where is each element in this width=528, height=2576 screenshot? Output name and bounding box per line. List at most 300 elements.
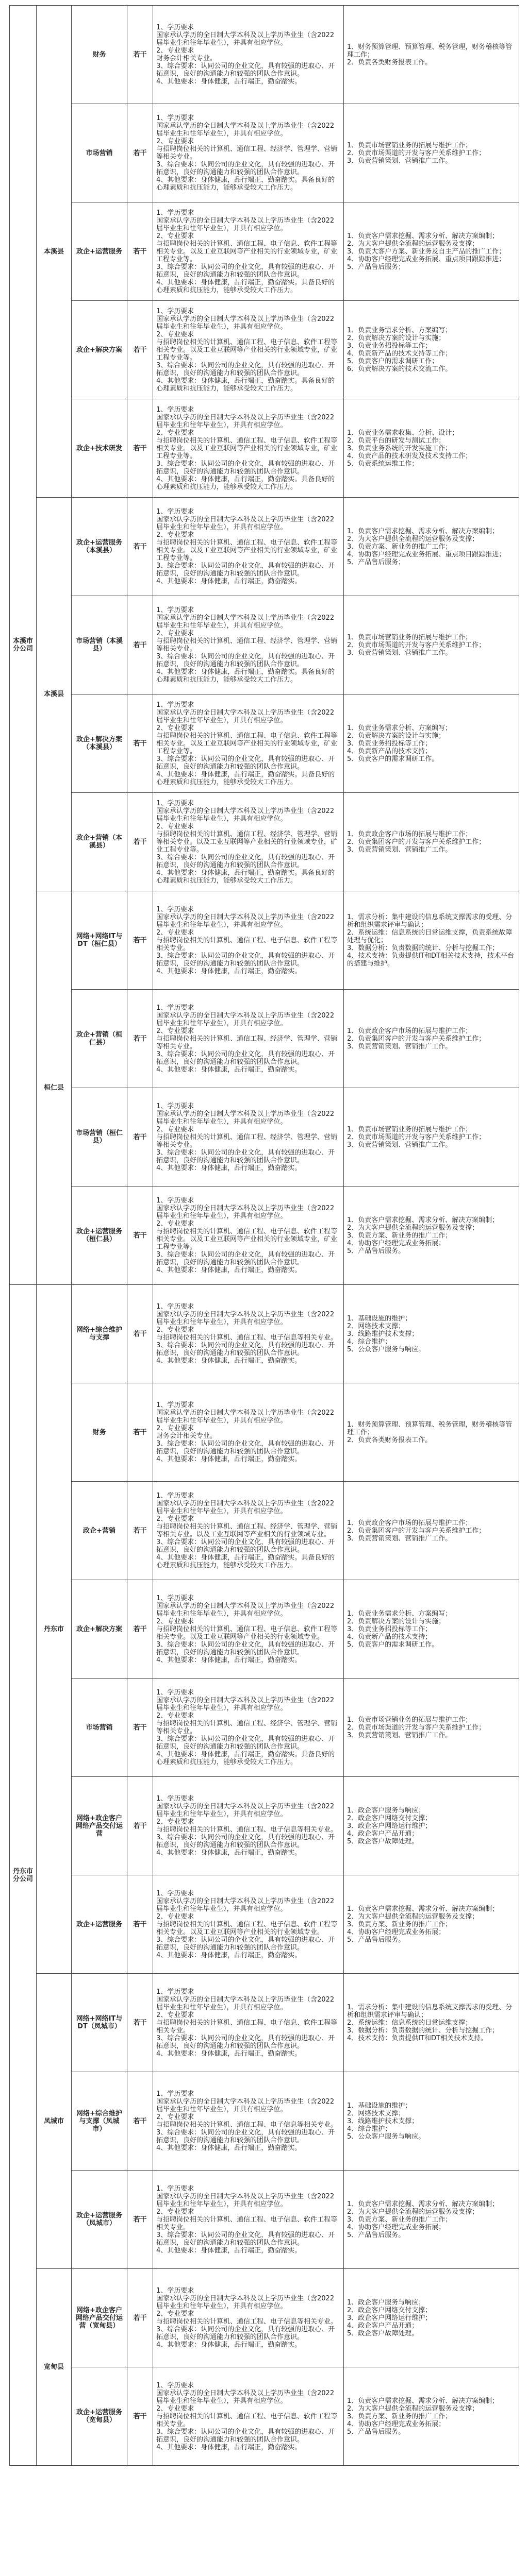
requirement-line: 国家承认学历的全日制大学本科及以上学历毕业生（含2022届毕业生和往年毕业生），并具有相应学位。	[156, 708, 335, 724]
requirement-line: 2、专业要求	[156, 1326, 194, 1334]
requirement-line: 与招聘岗位相关的计算机、通信工程、电子信息、软件工程等相关专业。以及工业互联网等产业相关的行业领域专业，矿业工程专业等。	[156, 539, 338, 562]
duty-line: 3、负责方案、新业务的推广工作；	[347, 2412, 452, 2420]
requirement-line: 国家承认学历的全日制大学本科及以上学历毕业生（含2022届毕业生和往年毕业生），并具有相应学位。	[156, 1409, 335, 1425]
duty-line: 1、政企客户服务与响应；	[347, 1806, 425, 1815]
duty-line: 4、协助客户经理完成业务拓展；	[347, 1928, 446, 1936]
headcount: 若干	[127, 399, 153, 498]
requirement-line: 2、专业要求	[156, 1515, 194, 1523]
duties-cell	[344, 596, 519, 694]
requirement-line: 1、学历要求	[156, 1795, 194, 1803]
requirement-line: 4、其他要求：身体健康，品行端正，勤奋踏实。具备良好的心理素质和抗压能力，能够承受较大工作压力。	[156, 869, 335, 885]
table-row	[10, 1974, 519, 2072]
position-name: 政企+运营服务	[72, 202, 127, 301]
requirement-line: 2、专业要求	[156, 1027, 194, 1035]
duty-line: 1、负责政企客户市场的拓展与维护工作；	[347, 830, 472, 838]
table-row	[10, 498, 519, 596]
duty-line: 2、负责平台的研发与测试工作；	[347, 436, 446, 445]
requirement-line: 4、其他要求：身体健康，品行端正，勤奋踏实。具备良好的心理素质和抗压能力，能够承受较大工作压力。	[156, 770, 335, 786]
position-name: 政企+运营服务（凤城市）	[72, 2171, 127, 2269]
duty-line: 4、协助客户经理完成业务拓展；	[347, 2223, 446, 2231]
duty-line: 2、负责各类财务报表工作。	[347, 1436, 432, 1444]
requirement-line: 与招聘岗位相关的计算机、通信工程、电子信息、软件工程等相关专业。	[156, 2412, 338, 2428]
requirement-line: 国家承认学历的全日制大学本科及以上学历毕业生（含2022届毕业生和往年毕业生），并具有相应学位。	[156, 1011, 335, 1027]
requirement-line: 与招聘岗位相关的计算机、通信工程、电子信息等相关专业。	[156, 2318, 338, 2326]
duty-line: 1、负责客户需求挖掘、需求分析、解决方案编制；	[347, 232, 499, 240]
table-row	[10, 6, 519, 104]
requirements-cell	[153, 1777, 344, 1875]
table-row	[10, 891, 519, 990]
requirement-line: 1、学历要求	[156, 1889, 194, 1897]
duty-line: 2、为大客户提供全流程的运营服务及支撑；	[347, 535, 479, 543]
headcount: 若干	[127, 202, 153, 301]
requirement-line: 1、学历要求	[156, 405, 194, 414]
duty-line: 4、协助客户经理完成业务拓展；	[347, 2420, 446, 2428]
requirement-line: 4、其他要求：身体健康，品行端正，勤奋踏实。	[156, 1951, 302, 1959]
headcount: 若干	[127, 793, 153, 891]
requirement-line: 国家承认学历的全日制大学本科及以上学历毕业生（含2022届毕业生和往年毕业生），并具有相应学位。	[156, 2295, 335, 2310]
duty-line: 5、产品售后服务。	[347, 1936, 405, 1944]
requirement-line: 2、专业要求	[156, 138, 194, 145]
headcount: 若干	[127, 2367, 153, 2466]
table-row	[10, 2072, 519, 2171]
requirement-line: 2、专业要求	[156, 822, 194, 831]
duty-line: 4、综合维护；	[347, 2125, 392, 2133]
requirement-line: 与招聘岗位相关的计算机、通信工程、经济学、管理学、营销等相关专业。	[156, 1133, 338, 1149]
duty-line: 3、负责方案、新业务的推广工作；	[347, 1231, 452, 1240]
requirement-line: 1、学历要求	[156, 2184, 194, 2193]
duty-line: 1、负责市场营销业务的拓展与维护工作；	[347, 141, 472, 149]
duty-line: 2、为大客户提供全流程的运营服务及支撑；	[347, 240, 479, 248]
duty-line: 2、负责解决方案的设计与实施；	[347, 732, 446, 740]
duty-line: 2、政企客户网络交付支撑；	[347, 2306, 432, 2314]
requirement-line: 3、综合要求：认同公司的企业文化，具有较强的进取心、开拓意识，良好的沟通能力和较强的团队合作意识。	[156, 1735, 335, 1751]
headcount: 若干	[127, 2269, 153, 2367]
duty-line: 3、负责方案、新业务的推广工作；	[347, 2215, 452, 2224]
duties-cell	[344, 6, 519, 104]
requirement-line: 2、专业要求	[156, 2208, 194, 2216]
table-row	[10, 301, 519, 399]
requirement-line: 2、专业要求	[156, 1125, 194, 1133]
table-row	[10, 1777, 519, 1875]
table-row	[10, 1679, 519, 1777]
duty-line: 2、负责市场渠道的开发与客户关系维护工作；	[347, 1723, 486, 1732]
requirements-cell	[153, 694, 344, 793]
requirements-cell	[153, 2367, 344, 2466]
duty-line: 1、负责市场营销业务的拓展与维护工作；	[347, 1125, 472, 1133]
duty-line: 3、负责营销策划、营销推广工作。	[347, 1731, 452, 1739]
position-name: 网络+网络IT与DT（凤城市）	[72, 1974, 127, 2072]
duty-line: 3、政企客户网络运行维护；	[347, 2314, 432, 2322]
headcount: 若干	[127, 990, 153, 1088]
requirement-line: 1、学历要求	[156, 1594, 194, 1602]
duty-line: 2、为大客户提供全流程的运营服务及支撑；	[347, 2208, 479, 2216]
duty-line: 3、负责营销策划、营销推广工作。	[347, 1042, 452, 1050]
requirement-line: 4、其他要求：身体健康，品行端正，勤奋踏实。	[156, 78, 302, 86]
position-name: 政企+运营服务	[72, 1875, 127, 1974]
duty-line: 4、技术支持：负责提供IT和DT相关技术支持。	[347, 2034, 487, 2042]
requirements-cell	[153, 202, 344, 301]
requirement-line: 与招聘岗位相关的计算机、通信工程、电子信息、软件工程等相关专业。以及工业互联网等产业相关的行业领域专业。	[156, 1625, 338, 1641]
duty-line: 1、负责政企客户市场的拓展与维护工作；	[347, 1519, 472, 1527]
requirement-line: 1、学历要求	[156, 2287, 194, 2295]
requirement-line: 3、综合要求：认同公司的企业文化，具有较强的进取心、开拓意识，良好的沟通能力和较强的团队合作意识。	[156, 2034, 335, 2050]
requirement-line: 2、专业要求	[156, 1220, 194, 1228]
duties-cell	[344, 104, 519, 202]
requirements-cell	[153, 1875, 344, 1974]
requirements-cell	[153, 1482, 344, 1580]
requirement-line: 国家承认学历的全日制大学本科及以上学历毕业生（含2022届毕业生和往年毕业生），并具有相应学位。	[156, 1602, 335, 1618]
duty-line: 3、负责业务招投标等工作；	[347, 739, 432, 748]
requirement-line: 4、其他要求：身体健康，品行端正，勤奋踏实。	[156, 2443, 302, 2451]
requirement-line: 2、专业要求	[156, 429, 194, 437]
requirement-line: 4、其他要求：身体健康，品行端正，勤奋踏实。具备良好的心理素质和抗压能力，能够承受较大工作压力。	[156, 377, 335, 393]
requirements-cell	[153, 891, 344, 990]
duties-cell	[344, 1482, 519, 1580]
duty-line: 3、线路维护技术支撑；	[347, 2117, 419, 2125]
duty-line: 5、负责客户的需求调研工作。	[347, 1640, 439, 1649]
requirement-line: 国家承认学历的全日制大学本科及以上学历毕业生（含2022届毕业生和往年毕业生），并具有相应学位。	[156, 2389, 335, 2405]
duties-cell	[344, 1383, 519, 1482]
requirement-line: 1、学历要求	[156, 508, 194, 516]
table-row	[10, 990, 519, 1088]
headcount: 若干	[127, 1285, 153, 1383]
requirement-line: 2、专业要求	[156, 2310, 194, 2318]
position-name: 政企+运营服务（桓仁县）	[72, 1187, 127, 1285]
requirement-line: 与招聘岗位相关的计算机、通信工程、经济学、管理学、营销等相关专业。	[156, 1720, 338, 1735]
duty-line: 3、线路维护技术支撑；	[347, 1330, 419, 1338]
requirement-line: 国家承认学历的全日制大学本科及以上学历毕业生（含2022届毕业生和往年毕业生），并具有相应学位。	[156, 1897, 335, 1913]
duty-line: 1、负责业务需求分析、方案编写；	[347, 724, 452, 732]
requirement-line: 3、综合要求：认同公司的企业文化，具有较强的进取心、开拓意识，良好的沟通能力和较强的团队合作意识。	[156, 460, 335, 476]
table-row	[10, 202, 519, 301]
requirement-line: 1、学历要求	[156, 799, 194, 807]
duty-line: 3、负责大客户方案、新业务及自主产品的推广工作；	[347, 247, 506, 256]
duty-line: 2、系统运维：信息系统的日常运维支撑；	[347, 2019, 472, 2027]
requirement-line: 1、学历要求	[156, 1004, 194, 1012]
requirement-line: 与招聘岗位相关的计算机、通信工程、经济学、管理学、营销等相关专业。	[156, 145, 338, 161]
requirement-line: 国家承认学历的全日制大学本科及以上学历毕业生（含2022届毕业生和往年毕业生），并具有相应学位。	[156, 516, 335, 531]
requirements-cell	[153, 399, 344, 498]
company-cell: 丹东市分公司	[10, 1285, 37, 2466]
position-name: 政企+营销（本溪县）	[72, 793, 127, 891]
requirement-line: 与招聘岗位相关的计算机、通信工程、电子信息、软件工程等相关专业。	[156, 2215, 338, 2231]
duty-line: 1、政企客户服务与响应；	[347, 2298, 425, 2307]
requirement-line: 4、其他要求：身体健康，品行端正，勤奋踏实。具备良好的心理素质和抗压能力，能够承受较大工作压力。	[156, 1554, 335, 1569]
requirement-line: 4、其他要求：身体健康，品行端正，勤奋踏实。	[156, 967, 302, 975]
requirements-cell	[153, 596, 344, 694]
duty-line: 1、负责客户需求挖掘、需求分析、解决方案编制；	[347, 1216, 499, 1224]
duty-line: 4、政企客户产品开通；	[347, 1829, 419, 1838]
headcount: 若干	[127, 1974, 153, 2072]
requirement-line: 3、综合要求：认同公司的企业文化，具有较强的进取心、开拓意识，良好的沟通能力和较强的团队合作意识。	[156, 2326, 335, 2341]
position-name: 市场营销	[72, 104, 127, 202]
headcount: 若干	[127, 2072, 153, 2171]
requirement-line: 3、综合要求：认同公司的企业文化，具有较强的进取心、开拓意识，良好的沟通能力和较强的团队合作意识。	[156, 1251, 335, 1266]
position-name: 网络+网络IT与DT（桓仁县）	[72, 891, 127, 990]
duty-line: 2、负责市场渠道的开发与客户关系维护工作；	[347, 641, 486, 649]
requirements-cell	[153, 6, 344, 104]
duty-line: 1、财务预算管理、预算管理、税务管理，财务稽核等管理工作；	[347, 43, 513, 59]
requirements-cell	[153, 498, 344, 596]
requirement-line: 2、专业要求	[156, 724, 194, 732]
duty-line: 1、需求分析：集中建设的信息系统支撑需求的受理、分析和组织需求评审与确认；	[347, 913, 513, 929]
duty-line: 1、需求分析：集中建设的信息系统支撑需求的受理、分析和组织需求评审与确认；	[347, 2003, 513, 2019]
requirement-line: 3、综合要求：认同公司的企业文化，具有较强的进取心、开拓意识，良好的沟通能力和较强的团队合作意识。	[156, 1148, 335, 1164]
location-cell: 丹东市	[37, 1285, 72, 1974]
duties-cell	[344, 1679, 519, 1777]
duty-line: 2、负责市场渠道的开发与客户关系维护工作；	[347, 1133, 486, 1141]
requirement-line: 与招聘岗位相关的计算机、通信工程、电子信息、软件工程等相关专业。以及工业互联网等产业相关的行业领域专业，矿业工程专业等。	[156, 338, 338, 362]
requirement-line: 2、专业要求	[156, 1425, 194, 1432]
requirement-line: 1、学历要求	[156, 905, 194, 913]
duty-line: 5、负责客户的需求调研工作；	[347, 358, 439, 365]
position-name: 政企+解决方案（本溪县）	[72, 694, 127, 793]
requirement-line: 与招聘岗位相关的计算机、通信工程、电子信息等相关专业。	[156, 1334, 338, 1342]
position-name: 财务	[72, 6, 127, 104]
requirement-line: 2、专业要求	[156, 1712, 194, 1720]
requirements-cell	[153, 1679, 344, 1777]
requirement-line: 1、学历要求	[156, 24, 194, 31]
table-row	[10, 399, 519, 498]
duty-line: 1、负责客户需求挖掘、需求分析、解决方案编制；	[347, 2200, 499, 2208]
requirement-line: 3、综合要求：认同公司的企业文化，具有较强的进取心、开拓意识，良好的沟通能力和较强的团队合作意识。	[156, 1050, 335, 1066]
requirement-line: 3、综合要求：认同公司的企业文化，具有较强的进取心、开拓意识，良好的沟通能力和较强的团队合作意识。	[156, 1640, 335, 1656]
requirement-line: 与招聘岗位相关的计算机、通信工程、电子信息、软件工程等相关专业。以及工业互联网等产业相关的行业领域专业，矿业工程专业等。	[156, 240, 338, 263]
requirement-line: 与招聘岗位相关的计算机、通信工程、经济学、管理学、营销等相关专业。	[156, 637, 338, 653]
table-row	[10, 2367, 519, 2466]
duty-line: 4、政企客户产品开通；	[347, 2321, 419, 2330]
duty-line: 2、负责解决方案的设计与实施；	[347, 1617, 446, 1625]
duty-line: 3、负责营销策划、营销推广工作。	[347, 157, 452, 165]
duty-line: 1、负责业务需求分析、方案编写；	[347, 1609, 452, 1618]
duty-line: 4、协助客户经理完成业务拓展、重点项目跟踪推进；	[347, 550, 506, 558]
duty-line: 1、负责客户需求挖掘、需求分析、解决方案编制；	[347, 527, 499, 535]
duties-cell	[344, 793, 519, 891]
requirement-line: 2、专业要求	[156, 330, 194, 338]
duties-cell	[344, 1088, 519, 1187]
requirement-line: 2、专业要求	[156, 531, 194, 539]
requirement-line: 1、学历要求	[156, 701, 194, 709]
requirement-line: 国家承认学历的全日制大学本科及以上学历毕业生（含2022届毕业生和往年毕业生），并具有相应学位。	[156, 122, 335, 138]
requirement-line: 国家承认学历的全日制大学本科及以上学历毕业生（含2022届毕业生和往年毕业生），并具有相应学位。	[156, 216, 335, 232]
requirement-line: 2、专业要求	[156, 2404, 194, 2413]
duty-line: 5、公众客户服务与响应。	[347, 2132, 425, 2141]
requirement-line: 4、其他要求：身体健康，品行端正，勤奋踏实。具备良好的心理素质和抗压能力，能够承受较大工作压力。	[156, 278, 335, 294]
requirement-line: 2、专业要求	[156, 1912, 194, 1921]
duties-cell	[344, 1974, 519, 2072]
position-name: 政企+解决方案	[72, 1580, 127, 1679]
requirement-line: 与招聘岗位相关的计算机、通信工程、电子信息、软件工程等相关专业。以及工业互联网等产业相关的行业领域专业。	[156, 1920, 338, 1936]
position-name: 政企+营销	[72, 1482, 127, 1580]
headcount: 若干	[127, 301, 153, 399]
requirement-line: 1、学历要求	[156, 2381, 194, 2389]
position-name: 政企+运营服务（本溪县）	[72, 498, 127, 596]
requirement-line: 1、学历要求	[156, 1197, 194, 1205]
requirement-line: 1、学历要求	[156, 1492, 194, 1500]
headcount: 若干	[127, 1580, 153, 1679]
requirement-line: 3、综合要求：认同公司的企业文化，具有较强的进取心、开拓意识，良好的沟通能力和较强的团队合作意识。	[156, 2129, 335, 2144]
duty-line: 5、政企客户故障处理。	[347, 2329, 419, 2337]
requirement-line: 国家承认学历的全日制大学本科及以上学历毕业生（含2022届毕业生和往年毕业生），并具有相应学位。	[156, 413, 335, 429]
duties-cell	[344, 2072, 519, 2171]
duty-line: 4、综合维护；	[347, 1337, 392, 1346]
requirement-line: 与招聘岗位相关的计算机、通信工程、电子信息、软件工程等相关专业。	[156, 2019, 338, 2035]
duties-cell	[344, 1777, 519, 1875]
duty-line: 3、负责营销策划、营销推广工作。	[347, 1141, 452, 1149]
duty-line: 5、负责客户的需求调研工作。	[347, 755, 439, 763]
duty-line: 2、为大客户提供全流程的运营服务及支撑；	[347, 2404, 479, 2413]
headcount: 若干	[127, 1383, 153, 1482]
requirement-line: 国家承认学历的全日制大学本科及以上学历毕业生（含2022届毕业生和往年毕业生），并具有相应学位。	[156, 1110, 335, 1126]
requirement-line: 4、其他要求：身体健康，品行端正，勤奋踏实。	[156, 2246, 302, 2255]
duty-line: 3、负责方案、新业务的推广工作；	[347, 543, 452, 551]
table-row	[10, 1580, 519, 1679]
duty-line: 5、公众客户服务与响应。	[347, 1345, 425, 1353]
duties-cell	[344, 399, 519, 498]
table-row	[10, 104, 519, 202]
duty-line: 1、财务预算管理、预算管理、税务管理，财务稽核等管理工作；	[347, 1420, 513, 1436]
position-name: 政企+运营服务（宽甸县）	[72, 2367, 127, 2466]
duty-line: 3、负责业务招投标等工作；	[347, 1625, 432, 1633]
requirement-line: 4、其他要求：身体健康，品行端正，勤奋踏实。具备良好的心理素质和抗压能力，能够承受较大工作压力。	[156, 176, 335, 192]
position-name: 网络+综合维护与支撑（凤城市）	[72, 2072, 127, 2171]
requirement-line: 3、综合要求：认同公司的企业文化，具有较强的进取心、开拓意识，良好的沟通能力和较强的团队合作意识。	[156, 1936, 335, 1952]
position-name: 政企+解决方案	[72, 301, 127, 399]
duty-line: 2、负责集团客户的开发与客户关系维护工作；	[347, 1035, 486, 1043]
requirement-line: 3、综合要求：认同公司的企业文化，具有较强的进取心、开拓意识，良好的沟通能力和较强的团队合作意识。	[156, 1342, 335, 1357]
position-name: 政企+技术研发	[72, 399, 127, 498]
duty-line: 2、为大客户提供全流程的运营服务及支撑；	[347, 1224, 479, 1232]
requirement-line: 与招聘岗位相关的计算机、通信工程、电子信息、软件工程等相关专业。以及工业互联网等产业相关的行业领域专业，矿业工程专业等。	[156, 1228, 338, 1251]
requirement-line: 国家承认学历的全日制大学本科及以上学历毕业生（含2022届毕业生和往年毕业生），并具有相应学位。	[156, 2098, 335, 2113]
location-cell: 凤城市	[37, 1974, 72, 2269]
duty-line: 2、政企客户网络交付支撑；	[347, 1814, 432, 1822]
requirement-line: 财务会计相关专业。	[156, 55, 217, 62]
duty-line: 3、数据分析：负责数据的统计、分析与挖掘工作；	[347, 2026, 499, 2035]
requirement-line: 2、专业要求	[156, 630, 194, 637]
location-cell: 本溪县	[37, 6, 72, 498]
table-row	[10, 1875, 519, 1974]
headcount: 若干	[127, 2171, 153, 2269]
duty-line: 1、负责客户需求挖掘、需求分析、解决方案编制；	[347, 2397, 499, 2405]
requirements-cell	[153, 2072, 344, 2171]
requirement-line: 国家承认学历的全日制大学本科及以上学历毕业生（含2022届毕业生和往年毕业生），并具有相应学位。	[156, 913, 335, 929]
requirement-line: 3、综合要求：认同公司的企业文化，具有较强的进取心、开拓意识，良好的沟通能力和较强的团队合作意识。	[156, 1834, 335, 1849]
table-row	[10, 694, 519, 793]
requirement-line: 4、其他要求：身体健康，品行端正，勤奋踏实。	[156, 1849, 302, 1857]
table-row	[10, 1088, 519, 1187]
requirement-line: 3、综合要求：认同公司的企业文化，具有较强的进取心、开拓意识，良好的沟通能力和较强的团队合作意识。	[156, 1440, 335, 1455]
headcount: 若干	[127, 1088, 153, 1187]
requirement-line: 与招聘岗位相关的计算机、通信工程、电子信息、软件工程等相关专业。以及工业互联网等产业相关的行业领域专业，矿业工程专业等。	[156, 732, 338, 755]
requirement-line: 国家承认学历的全日制大学本科及以上学历毕业生（含2022届毕业生和往年毕业生），并具有相应学位。	[156, 614, 335, 630]
duty-line: 4、技术支持：负责提供IT和DT相关技术支持，技术平台的搭建与维护。	[347, 952, 514, 968]
requirement-line: 2、专业要求	[156, 2011, 194, 2019]
requirement-line: 3、综合要求：认同公司的企业文化，具有较强的进取心、开拓意识，良好的沟通能力和较强的团队合作意识。	[156, 2231, 335, 2247]
duties-cell	[344, 1580, 519, 1679]
requirement-line: 3、综合要求：认同公司的企业文化，具有较强的进取心、开拓意识，良好的沟通能力和较强的团队合作意识。	[156, 161, 335, 176]
requirement-line: 国家承认学历的全日制大学本科及以上学历毕业生（含2022届毕业生和往年毕业生），并具有相应学位。	[156, 1995, 335, 2011]
requirement-line: 国家承认学历的全日制大学本科及以上学历毕业生（含2022届毕业生和往年毕业生），并具有相应学位。	[156, 807, 335, 823]
requirement-line: 1、学历要求	[156, 1303, 194, 1311]
requirements-cell	[153, 104, 344, 202]
requirement-line: 4、其他要求：身体健康，品行端正，勤奋踏实。具备良好的心理素质和抗压能力，能够承受较大工作压力。	[156, 475, 335, 491]
position-name: 市场营销（本溪县）	[72, 596, 127, 694]
requirement-line: 与招聘岗位相关的计算机、通信工程、电子信息、软件工程等相关专业。以及工业互联网等产业相关的行业领域专业，矿业工程专业等。	[156, 436, 338, 460]
requirement-line: 3、综合要求：认同公司的企业文化，具有较强的进取心、开拓意识，良好的沟通能力和较强的团队合作意识。	[156, 361, 335, 377]
requirements-cell	[153, 793, 344, 891]
duty-line: 2、负责市场渠道的开发与客户关系维护工作；	[347, 149, 486, 157]
requirements-cell	[153, 2269, 344, 2367]
duty-line: 2、网络技术支撑；	[347, 2109, 405, 2117]
duties-cell	[344, 891, 519, 990]
duty-line: 3、负责营销策划、营销推广工作。	[347, 1534, 452, 1543]
table-row	[10, 596, 519, 694]
requirement-line: 4、其他要求：身体健康，品行端正，勤奋踏实。	[156, 2049, 302, 2058]
headcount: 若干	[127, 1187, 153, 1285]
requirements-cell	[153, 301, 344, 399]
duty-line: 1、负责业务需求分析、方案编写；	[347, 327, 452, 334]
duties-cell	[344, 2269, 519, 2367]
requirement-line: 1、学历要求	[156, 307, 194, 315]
duties-cell	[344, 2171, 519, 2269]
duty-line: 2、负责各类财务报表工作。	[347, 58, 432, 66]
requirement-line: 4、其他要求：身体健康，品行端正，勤奋踏实。	[156, 2144, 302, 2152]
requirement-line: 4、其他要求：身体健康，品行端正，勤奋踏实。	[156, 1266, 302, 1274]
position-name: 财务	[72, 1383, 127, 1482]
requirements-cell	[153, 2171, 344, 2269]
location-cell: 桓仁县	[37, 891, 72, 1285]
duty-line: 6、负责解决方案的技术交流工作。	[347, 365, 452, 373]
location-cell: 本溪县	[37, 498, 72, 891]
requirements-cell	[153, 1383, 344, 1482]
headcount: 若干	[127, 1777, 153, 1875]
table-row	[10, 1383, 519, 1482]
duty-line: 2、负责集团客户的开发与客户关系维护工作；	[347, 1527, 486, 1535]
position-name: 政企+营销（桓仁县）	[72, 990, 127, 1088]
headcount: 若干	[127, 596, 153, 694]
position-name: 网络+综合维护与支撑	[72, 1285, 127, 1383]
requirement-line: 国家承认学历的全日制大学本科及以上学历毕业生（含2022届毕业生和往年毕业生），并具有相应学位。	[156, 1500, 335, 1515]
requirement-line: 1、学历要求	[156, 114, 194, 122]
requirement-line: 国家承认学历的全日制大学本科及以上学历毕业生（含2022届毕业生和往年毕业生），并具有相应学位。	[156, 1205, 335, 1220]
requirement-line: 3、综合要求：认同公司的企业文化，具有较强的进取心、开拓意识，良好的沟通能力和较强的团队合作意识。	[156, 263, 335, 279]
requirement-line: 4、其他要求：身体健康，品行端正，勤奋踏实。	[156, 2341, 302, 2349]
company-cell: 本溪市分公司	[10, 6, 37, 1285]
requirement-line: 国家承认学历的全日制大学本科及以上学历毕业生（含2022届毕业生和往年毕业生），并具有相应学位。	[156, 1697, 335, 1712]
duty-line: 1、负责市场营销业务的拓展与维护工作；	[347, 633, 472, 641]
position-name: 网络+政企客户网络产品交付运营	[72, 1777, 127, 1875]
duty-line: 5、政企客户故障处理。	[347, 1837, 419, 1845]
requirement-line: 4、其他要求：身体健康，品行端正，勤奋踏实。	[156, 1164, 302, 1172]
table-row	[10, 793, 519, 891]
requirement-line: 国家承认学历的全日制大学本科及以上学历毕业生（含2022届毕业生和往年毕业生），并具有相应学位。	[156, 31, 335, 47]
requirement-line: 与招聘岗位相关的计算机、通信工程、经济学、管理学、营销等相关专业。以及工业互联网等产业相关的行业领域专业。	[156, 1523, 338, 1538]
duties-cell	[344, 694, 519, 793]
requirement-line: 与招聘岗位相关的计算机、通信工程、经济学、管理学、营销等相关专业。以及工业互联网等产业相关的行业领域专业，矿业工程专业等。	[156, 830, 338, 854]
requirement-line: 4、其他要求：身体健康，品行端正，勤奋踏实。	[156, 1455, 302, 1463]
duty-line: 5、产品售后服务。	[347, 2428, 405, 2436]
duty-line: 5、产品售后服务；	[347, 558, 405, 566]
requirements-cell	[153, 990, 344, 1088]
duty-line: 4、负责新产品的技术支持；	[347, 747, 432, 755]
requirement-line: 2、专业要求	[156, 928, 194, 937]
requirement-line: 2、专业要求	[156, 232, 194, 240]
duty-line: 2、负责解决方案的设计与实施；	[347, 334, 446, 342]
requirement-line: 1、学历要求	[156, 1102, 194, 1110]
requirement-line: 4、其他要求：身体健康，品行端正，勤奋踏实。具备良好的心理素质和抗压能力，能够承受较大工作压力。	[156, 1751, 335, 1766]
duties-cell	[344, 1285, 519, 1383]
